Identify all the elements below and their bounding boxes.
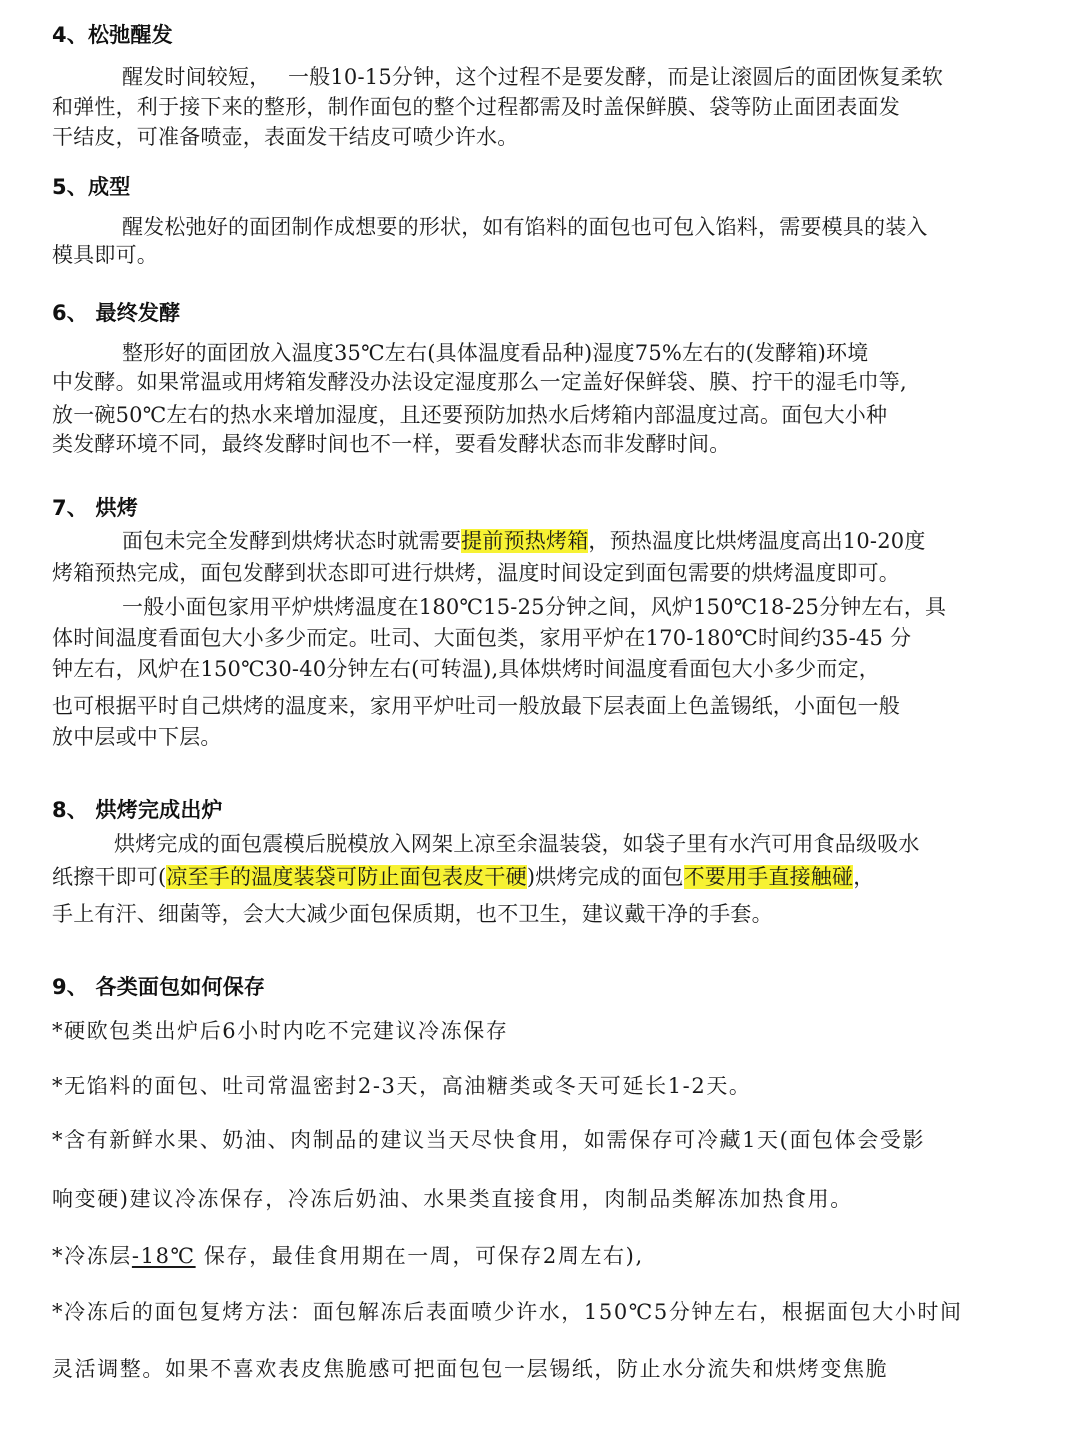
highlight-preheat-oven: 提前预热烤箱 — [461, 529, 589, 553]
storage-item-freeze — [52, 1241, 644, 1271]
section-7-text: ，预热温度比烘烤温度高出10-20度 — [588, 529, 926, 553]
storage-item: 响变硬)建议冷冻保存，冷冻后奶油、水果类直接食用，肉制品类解冻加热食用。 — [52, 1187, 853, 1211]
section-5-line: 醒发松弛好的面团制作成想要的形状，如有馅料的面包也可包入馅料，需要模具的装入 — [122, 215, 928, 239]
section-8-text: )烘烤完成的面包 — [526, 865, 684, 889]
section-6-heading: 6、 最终发酵 — [52, 301, 181, 325]
section-8-heading: 8、 烘烤完成出炉 — [52, 798, 223, 822]
section-7-line: 体时间温度看面包大小多少而定。吐司、大面包类，家用平炉在170-180℃时间约35-45 分 — [52, 626, 912, 650]
storage-item: *硬欧包类出炉后6小时内吃不完建议冷冻保存 — [52, 1019, 509, 1043]
section-4-heading: 4、松弛醒发 — [52, 23, 173, 47]
section-5-line: 模具即可。 — [52, 243, 158, 267]
section-7-line: 放中层或中下层。 — [52, 725, 222, 749]
section-7-heading: 7、 烘烤 — [52, 496, 138, 520]
section-8-text: 纸擦干即可( — [52, 865, 167, 889]
section-8-text: ， — [853, 865, 875, 889]
section-7-line-1 — [122, 526, 926, 556]
section-9-heading: 9、 各类面包如何保存 — [52, 975, 266, 999]
section-4-line: 醒发时间较短， 一般10-15分钟，这个过程不是要发酵，而是让滚圆后的面团恢复柔软 — [122, 65, 944, 89]
storage-item: *冷冻后的面包复烤方法：面包解冻后表面喷少许水，150℃5分钟左右，根据面包大小时间 — [52, 1300, 963, 1324]
section-6-line: 类发酵环境不同，最终发酵时间也不一样，要看发酵状态而非发酵时间。 — [52, 432, 731, 456]
section-8-line: 烘烤完成的面包震模后脱模放入网架上凉至余温装袋，如袋子里有水汽可用食品级吸水 — [114, 832, 920, 856]
section-7-line: 一般小面包家用平炉烘烤温度在180℃15-25分钟之间，风炉150℃18-25分钟左右，具 — [122, 595, 947, 619]
section-6-line: 放一碗50℃左右的热水来增加湿度，且还要预防加热水后烤箱内部温度过高。面包大小种 — [52, 403, 888, 427]
freeze-temperature: -18℃ — [131, 1244, 196, 1268]
section-8-line-2 — [52, 862, 874, 892]
section-4-line: 干结皮，可准备喷壶，表面发干结皮可喷少许水。 — [52, 125, 519, 149]
section-8-line: 手上有汗、细菌等，会大大减少面包保质期，也不卫生，建议戴干净的手套。 — [52, 902, 773, 926]
storage-text: 保存，最佳食用期在一周，可保存2周左右), — [195, 1244, 644, 1268]
section-6-line: 中发酵。如果常温或用烤箱发酵没办法设定湿度那么一定盖好保鲜袋、膜、拧干的湿毛巾等, — [52, 370, 907, 394]
storage-item: 灵活调整。如果不喜欢表皮焦脆感可把面包包一层锡纸，防止水分流失和烘烤变焦脆 — [52, 1357, 889, 1381]
highlight-do-not-touch: 不要用手直接触碰 — [683, 865, 854, 889]
storage-item: *无馅料的面包、吐司常温密封2-3天，高油糖类或冬天可延长1-2天。 — [52, 1074, 752, 1098]
storage-item: *含有新鲜水果、奶油、肉制品的建议当天尽快食用，如需保存可冷藏1天(面包体会受影 — [52, 1128, 926, 1152]
section-7-line: 也可根据平时自己烘烤的温度来，家用平炉吐司一般放最下层表面上色盖锡纸，小面包一般 — [52, 694, 900, 718]
section-7-line: 钟左右，风炉在150℃30-40分钟左右(可转温),具体烘烤时间温度看面包大小多少而定， — [52, 657, 880, 681]
section-7-line: 烤箱预热完成，面包发酵到状态即可进行烘烤，温度时间设定到面包需要的烘烤温度即可。 — [52, 561, 900, 585]
storage-text: *冷冻层 — [52, 1244, 132, 1268]
highlight-cool-before-bagging: 凉至手的温度装袋可防止面包表皮干硬 — [166, 865, 527, 889]
section-7-text: 面包未完全发酵到烘烤状态时就需要 — [122, 529, 462, 553]
section-4-line: 和弹性，利于接下来的整形，制作面包的整个过程都需及时盖保鲜膜、袋等防止面团表面发 — [52, 95, 900, 119]
section-6-line: 整形好的面团放入温度35℃左右(具体温度看品种)湿度75%左右的(发酵箱)环境 — [122, 341, 869, 365]
section-5-heading: 5、成型 — [52, 175, 131, 199]
